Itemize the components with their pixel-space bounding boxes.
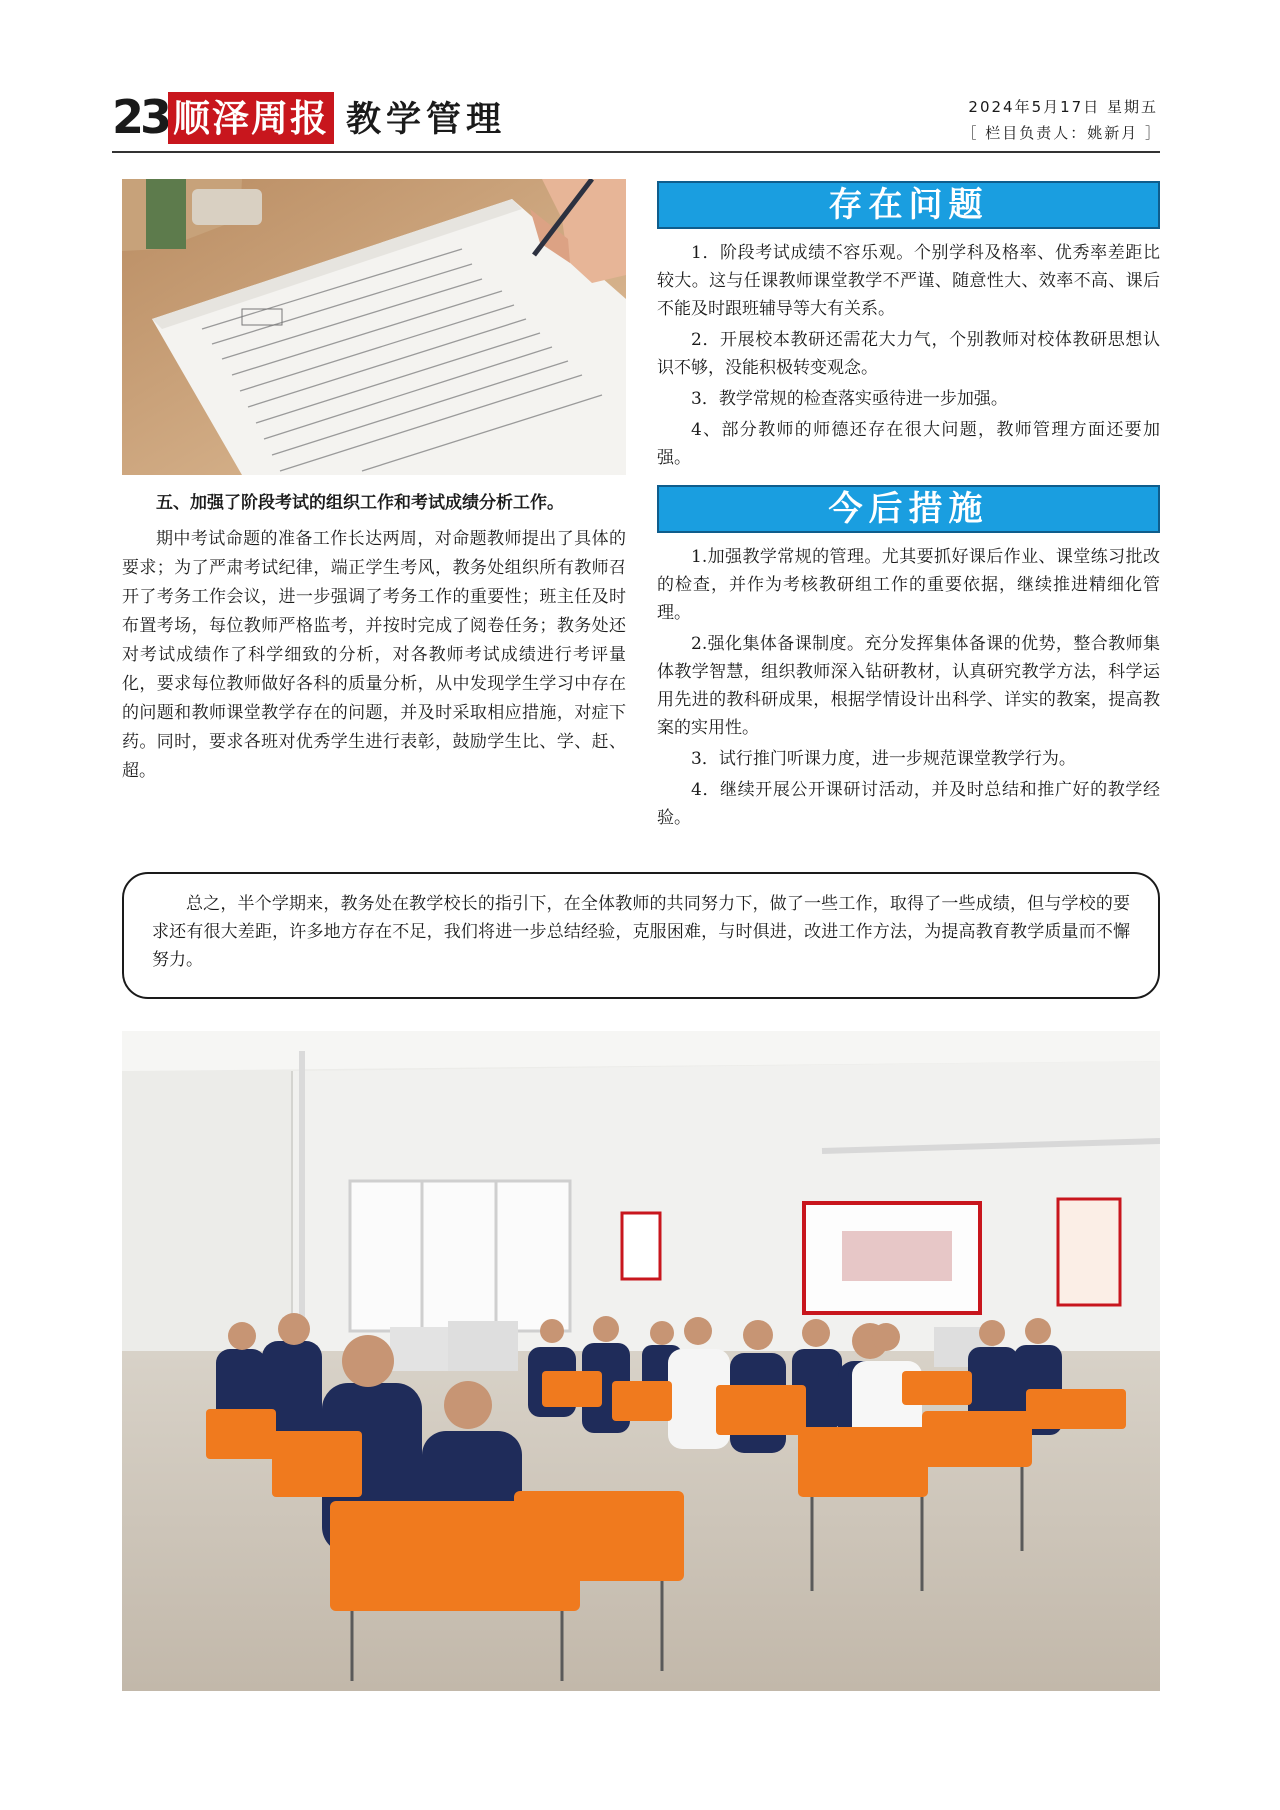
header-divider xyxy=(112,151,1160,153)
column-editor: ［ 栏目负责人：姚新月 ］ xyxy=(961,124,1162,142)
measures-section xyxy=(657,485,1160,832)
section-title: 教学管理 xyxy=(346,100,507,140)
problem-item: 2．开展校本教研还需花大力气，个别教师对校体教研思想认识不够，没能积极转变观念。 xyxy=(657,330,1160,378)
measure-item: 4．继续开展公开课研讨活动，并及时总结和推广好的教学经验。 xyxy=(657,780,1160,828)
problem-item: 4、部分教师的师德还存在很大问题，教师管理方面还要加强。 xyxy=(657,420,1160,468)
classroom-photo xyxy=(122,1031,1160,1691)
exam-paper-photo xyxy=(122,179,626,475)
left-column xyxy=(122,490,626,786)
problems-section xyxy=(657,181,1160,472)
problem-item: 1．阶段考试成绩不容乐观。个别学科及格率、优秀率差距比较大。这与任课教师课堂教学不严谨、随意性大、效率不高、课后不能及时跟班辅导等大有关系。 xyxy=(657,243,1160,319)
measure-item: 1.加强教学常规的管理。尤其要抓好课后作业、课堂练习批改的检查，并作为考核教研组工作的重要依据，继续推进精细化管理。 xyxy=(657,547,1160,623)
exam-section-body: 期中考试命题的准备工作长达两周，对命题教师提出了具体的要求；为了严肃考试纪律，端正学生考风，教务处组织所有教师召开了考务工作会议，进一步强调了考务工作的重要性；班主任及时布置考场，每位教师严格监考，并按时完成了阅卷任务；教务处还对考试成绩作了科学细致的分析，对各教师考试成绩进行考评量化，要求每位教师做好各科的质量分析，从中发现学生学习中存在的问题和教师课堂教学存在的问题，并及时采取相应措施，对症下药。同时，要求各班对优秀学生进行表彰，鼓励学生比、学、赶、超。 xyxy=(122,529,626,781)
summary-box xyxy=(122,872,1160,999)
measures-banner: 今后措施 xyxy=(657,485,1160,533)
exam-section-heading: 五、加强了阶段考试的组织工作和考试成绩分析工作。 xyxy=(156,493,564,513)
page-number: 23 xyxy=(112,90,169,144)
measure-item: 3．试行推门听课力度，进一步规范课堂教学行为。 xyxy=(691,749,1076,769)
measure-item: 2.强化集体备课制度。充分发挥集体备课的优势，整合教师集体教学智慧，组织教师深入钻研教材，认真研究教学方法，科学运用先进的教科研成果，根据学情设计出科学、详实的教案，提高教案的实用性。 xyxy=(657,634,1160,738)
problems-banner: 存在问题 xyxy=(657,181,1160,229)
masthead-logo: 顺泽周报 xyxy=(168,92,334,144)
issue-date: 2024年5月17日 星期五 xyxy=(968,98,1158,116)
summary-text: 总之，半个学期来，教务处在教学校长的指引下，在全体教师的共同努力下，做了一些工作，取得了一些成绩，但与学校的要求还有很大差距，许多地方存在不足，我们将进一步总结经验，克服困难，与时俱进，改进工作方法，为提高教育教学质量而不懈努力。 xyxy=(152,894,1130,970)
problem-item: 3．教学常规的检查落实亟待进一步加强。 xyxy=(691,389,1008,409)
